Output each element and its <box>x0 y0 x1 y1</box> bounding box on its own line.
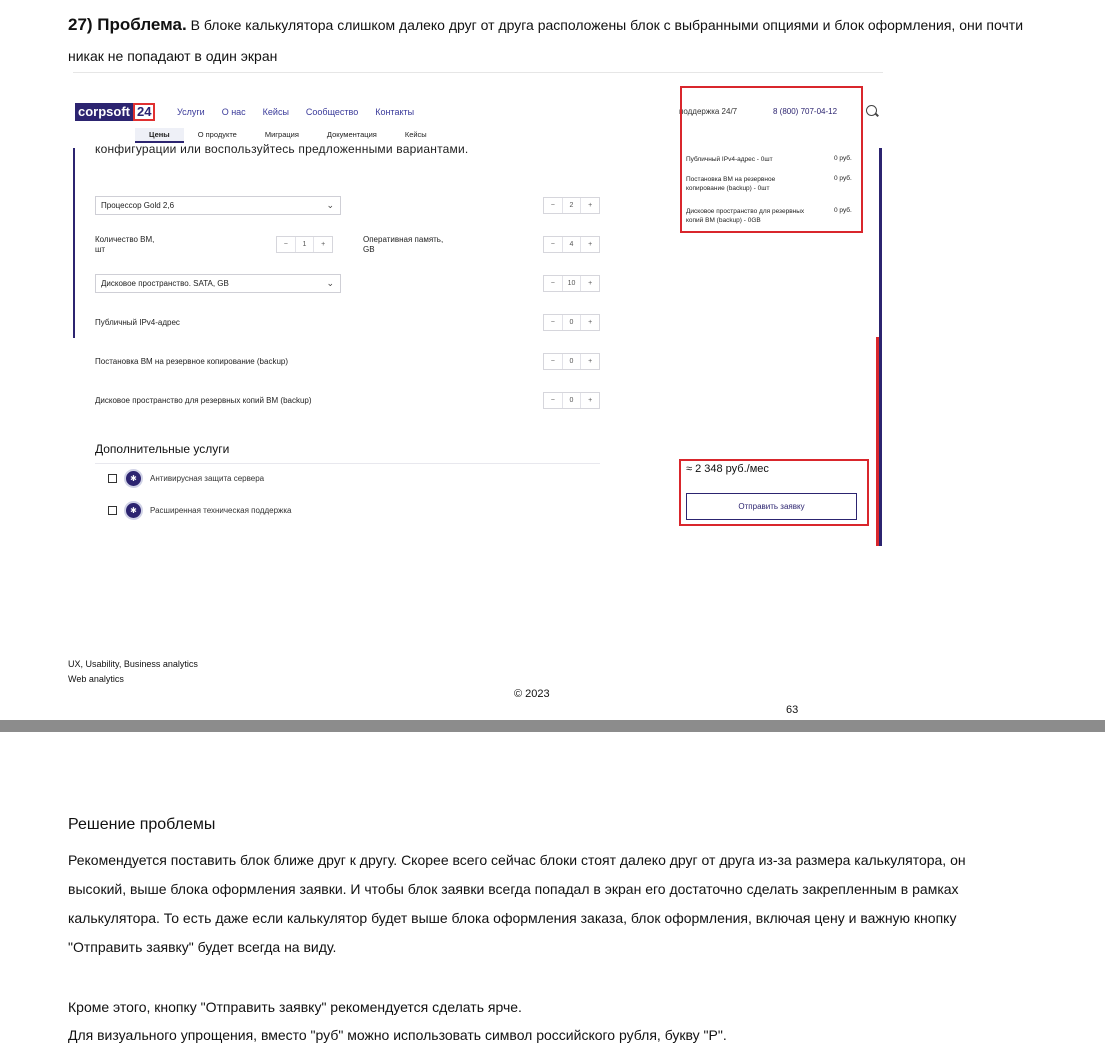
plus-button[interactable]: + <box>588 397 593 404</box>
problem-text: В блоке калькулятора слишком далеко друг от друга расположены блок с выбранными опциями и блок оформления, они почти никак не попадают в один экран <box>68 17 1024 64</box>
tab-product[interactable]: О продукте <box>197 130 237 139</box>
checkbox[interactable] <box>108 506 117 515</box>
phone-link[interactable]: 8 (800) 707-04-12 <box>773 107 838 116</box>
stepper-value: 0 <box>562 393 582 408</box>
page-divider <box>0 720 1105 732</box>
service-icon: ✱ <box>124 501 143 520</box>
divider <box>95 463 600 464</box>
copyright: © 2023 <box>514 688 550 700</box>
right-accent-line <box>879 148 882 546</box>
tab-prices[interactable]: Цены <box>135 128 184 143</box>
support-link[interactable]: поддержка 24/7 <box>679 107 738 116</box>
processor-select-value: Процессор Gold 2,6 <box>101 201 175 210</box>
chevron-down-icon: ⌄ <box>326 278 334 288</box>
vm-count-unit: шт <box>95 245 106 254</box>
plus-button[interactable]: + <box>588 319 593 326</box>
problem-statement <box>68 9 1028 72</box>
plus-button[interactable]: + <box>321 241 326 248</box>
problem-heading: 27) Проблема. <box>68 15 187 34</box>
extra-service-support[interactable] <box>108 501 292 520</box>
logo-number: 24 <box>133 103 155 121</box>
summary-value-backup-disk: 0 руб. <box>834 207 852 214</box>
vm-count-label <box>95 235 154 255</box>
disk-stepper[interactable] <box>543 275 600 292</box>
nav-item-community[interactable]: Сообщество <box>305 107 359 117</box>
tab-migration[interactable]: Миграция <box>264 130 299 139</box>
stepper-value: 10 <box>562 276 582 291</box>
extra-service-antivirus[interactable] <box>108 469 264 488</box>
plus-button[interactable]: + <box>588 241 593 248</box>
logo-brand: corpsoft <box>75 103 133 121</box>
minus-button[interactable]: − <box>550 397 555 404</box>
highlight-line <box>876 337 879 546</box>
processor-select[interactable] <box>95 196 341 215</box>
solution-paragraph-1: Рекомендуется поставить блок ближе друг к другу. Скорее всего сейчас блоки стоят далеко друг от друга из-за размера калькулятора, он высокий, выше блока оформления заявки. И чтобы блок заявки всегда попадал в экран его достаточно сделать закрепленным в рамках калькулятора. То есть даже если калькулятор будет выше блока оформления заказа, блок оформления, включая цену и важную кнопку "Отправить заявку" будет всегда на виду. <box>68 852 966 955</box>
minus-button[interactable]: − <box>550 280 555 287</box>
ram-unit: GB <box>363 245 375 254</box>
minus-button[interactable]: − <box>283 241 288 248</box>
highlight-box-options <box>680 86 863 233</box>
embedded-screenshot <box>73 72 883 546</box>
ipv4-label: Публичный IPv4-адрес <box>95 318 180 327</box>
service-icon: ✱ <box>124 469 143 488</box>
tab-docs[interactable]: Документация <box>326 130 377 139</box>
main-nav <box>177 107 414 117</box>
minus-button[interactable]: − <box>550 241 555 248</box>
summary-item-backup: Постановка ВМ на резервное копирование (backup) - 0шт <box>686 176 776 192</box>
disk-select-value: Дисковое пространство. SATA, GB <box>101 279 229 288</box>
stepper-value: 0 <box>562 354 582 369</box>
sub-nav <box>135 128 441 143</box>
price-total: ≈ 2 348 руб./мес <box>686 463 769 475</box>
ram-label-text: Оперативная память, <box>363 235 444 244</box>
logo[interactable] <box>75 103 155 121</box>
extra-service-label: Расширенная техническая поддержка <box>150 506 292 515</box>
nav-item-cases[interactable]: Кейсы <box>262 107 289 117</box>
chevron-down-icon: ⌄ <box>326 200 334 210</box>
screenshot-top-line <box>73 72 883 73</box>
processor-stepper[interactable] <box>543 197 600 214</box>
vm-count-stepper[interactable] <box>276 236 333 253</box>
backup-disk-stepper[interactable] <box>543 392 600 409</box>
solution-paragraph-2-line-1: Кроме этого, кнопку "Отправить заявку" рекомендуется сделать ярче. <box>68 999 522 1015</box>
nav-item-about[interactable]: О нас <box>221 107 246 117</box>
checkbox[interactable] <box>108 474 117 483</box>
plus-button[interactable]: + <box>588 202 593 209</box>
ipv4-stepper[interactable] <box>543 314 600 331</box>
summary-value-ipv4: 0 руб. <box>834 155 852 162</box>
summary-value-backup: 0 руб. <box>834 175 852 182</box>
stepper-value: 0 <box>562 315 582 330</box>
footer-tags <box>68 657 198 687</box>
nav-item-services[interactable]: Услуги <box>177 107 205 117</box>
minus-button[interactable]: − <box>550 319 555 326</box>
submit-request-button[interactable]: Отправить заявку <box>686 493 857 520</box>
nav-item-contacts[interactable]: Контакты <box>375 107 415 117</box>
summary-item-backup-disk: Дисковое пространство для резервных копий ВМ (backup) - 0GB <box>686 208 805 224</box>
minus-button[interactable]: − <box>550 202 555 209</box>
backup-label: Постановка ВМ на резервное копирование (backup) <box>95 357 289 366</box>
summary-item-ipv4: Публичный IPv4-адрес - 0шт <box>686 156 773 163</box>
backup-stepper[interactable] <box>543 353 600 370</box>
search-icon[interactable] <box>866 105 877 116</box>
backup-disk-label: Дисковое пространство для резервных копий ВМ (backup) <box>95 396 312 405</box>
solution-title: Решение проблемы <box>68 816 216 833</box>
stepper-value: 2 <box>562 198 582 213</box>
plus-button[interactable]: + <box>588 280 593 287</box>
footer-line-1: UX, Usability, Business analytics <box>68 659 198 669</box>
extra-services-title: Дополнительные услуги <box>95 442 230 456</box>
vm-count-label-text: Количество ВМ, <box>95 235 155 244</box>
footer-line-2: Web analytics <box>68 674 124 684</box>
solution-paragraph-2-line-2: Для визуального упрощения, вместо "руб" можно использовать символ российского рубля, букву "Р". <box>68 1027 727 1043</box>
plus-button[interactable]: + <box>588 358 593 365</box>
solution-paragraph-2 <box>68 993 1008 1049</box>
tab-cases[interactable]: Кейсы <box>404 130 427 139</box>
stepper-value: 1 <box>295 237 315 252</box>
left-accent-bar <box>73 148 75 338</box>
cut-off-heading: конфигурации или воспользуйтесь предложенными вариантами. <box>95 142 469 156</box>
extra-service-label: Антивирусная защита сервера <box>150 474 265 483</box>
ram-label <box>363 235 443 255</box>
disk-select[interactable] <box>95 274 341 293</box>
minus-button[interactable]: − <box>550 358 555 365</box>
ram-stepper[interactable] <box>543 236 600 253</box>
stepper-value: 4 <box>562 237 582 252</box>
page-number: 63 <box>786 704 799 716</box>
